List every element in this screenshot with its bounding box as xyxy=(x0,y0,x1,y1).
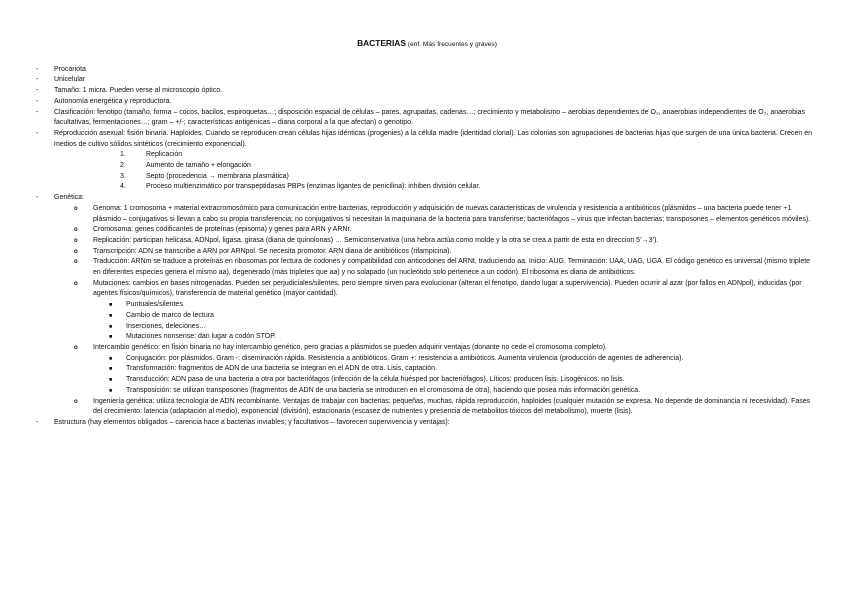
genetica-item-genoma: o Genoma: 1 cromosoma + material extracromosómico para comunicación entre bacterias, reproducción y adquisición de nuevas características de virulencia y resistencia a antibióticos (plásmidos – una bacteria puede tener +1 plásmido – conjugativos si llevan a cabo su propia transferencia; no conjugativos si necesitan la maquinaria de la bacteria para transferirse; bacteriófagos – virus que infectan bacterias; transposones – elementos genéticos móviles). xyxy=(74,204,811,223)
intercambio-tipo-item: ■ Transposición: se utilizan transposones (fragmentos de ADN de una bacteria se introducen en el cromosoma de otra), haciendo que posea más información genética. xyxy=(109,386,641,394)
step-item: 2. Aumento de tamaño + elongación xyxy=(120,162,251,170)
list-item-genetica: - Genética: xyxy=(36,194,84,202)
genetica-list-end xyxy=(36,397,818,418)
step-item: 1. Replicación xyxy=(120,151,183,159)
genetica-item-cromosoma: o Cromosoma: genes codificantes de proteínas (episoma) y genes para ARN y ARNr. xyxy=(74,226,352,234)
intercambio-tipo-item: ■ Transducción: ADN pasa de una bacteria a otra por bacteriófagos (infección de la célula huésped por bacteriófagos). Líticos: producen lisis. Lisogénicos: no lisis. xyxy=(109,376,625,384)
list-item-tamano: - Tamaño: 1 micra. Pueden verse al microscopio óptico. xyxy=(36,87,223,95)
title-subtitle: (enf. Más frecuentes y graves) xyxy=(407,41,497,48)
list-item-unicelular: - Unicelular xyxy=(36,76,86,84)
genetica-section xyxy=(36,193,818,204)
reproduccion-steps xyxy=(36,150,818,193)
mutacion-tipo-item: ■ Puntuales/silentes xyxy=(109,301,183,309)
estructura-section xyxy=(36,418,818,429)
mutacion-tipo-item: ■ Mutaciones nonsense: dan lugar a codón STOP. xyxy=(109,333,276,341)
list-item-procariota: - Procariota xyxy=(36,65,86,73)
title-main: BACTERIAS xyxy=(357,38,406,48)
document-title xyxy=(36,38,818,51)
genetica-item-ingenieria: o Ingeniería genética: utiliza tecnología de ADN recombinante. Ventajas de trabajar con bacterias: pequeñas, muchas, rápida reproducción, haploides (cualquier mutación se expresa. No depende de dominancia ni recesividad). Fases del crecimiento: latencia (adaptación al medio), exponencial (división), estacionaria (escasez de nutrientes y presencia de metabolitos tóxicos del metabolismo), muerte (lisis). xyxy=(74,397,811,416)
step-item: 4. Proceso multienzimático por transpeptidasas PBPs (enzimas ligantes de penicilina): inhiben división celular. xyxy=(120,183,481,191)
genetica-list-continued xyxy=(36,343,818,354)
list-item-estructura: - Estructura (hay elementos obligados – carencia hace a bacterias inviables; y facultativos – favorecen supervivencia y ventajas): xyxy=(36,418,450,426)
genetica-item-intercambio: o Intercambio genético: en fisión binaria no hay intercambio genético, pero gracias a plásmidos se pueden adquirir ventajas (donante no cede el cromosoma completo). xyxy=(74,343,608,351)
step-item: 3. Septo (procedencia → membrana plasmática) xyxy=(120,172,289,180)
mutacion-tipo-item: ■ Inserciones, deleciones… xyxy=(109,322,207,330)
list-item-autonomia: - Autonomía energética y reproductora. xyxy=(36,97,172,105)
genetica-item-transcripcion: o Transcripción: ADN se transcribe a ARN por ARNpol. Se necesita promotor. ARN diana de antibióticos (rifampicina). xyxy=(74,247,452,255)
list-item-clasificacion: - Clasificación: fenotipo (tamaño, forma – cocos, bacilos, espiroquetas…; disposición espacial de células – pares, agrupadas, cadenas…; crecimiento y metabolismo – aerobias dependientes de O₂, anaerobias independientes de O₂, anaerobias facultativas, fermentaciones…; gram – +/-; características antigénicas – diana corporal a la que afectan) o genotipo. xyxy=(36,108,805,127)
genetica-item-replicacion: o Replicación: participan helicasa, ADNpol, ligasa, girasa (diana de quinolonas) … Semiconservativa (una hebra actúa como molde y la otra se crea a partir de esta en direccion 5’→3’). xyxy=(74,236,659,244)
mutaciones-list xyxy=(36,300,818,343)
list-item-reproduccion: - Reproducción asexual: fisión binaria. Haploides. Cuando se reproducen crean células hijas idénticas (progenies) a la célula madre (identidad clonal). Las colonias son agrupaciones de bacterias hijas que surgen de una única bacteria. Crecen en medios de cultivo sólidos sintéticos (crecimiento exponencial). xyxy=(36,129,813,148)
intercambio-list xyxy=(36,354,818,397)
intercambio-tipo-item: ■ Transformación: fragmentos de ADN de una bacteria se integran en el ADN de otra. Lisis, captación. xyxy=(109,365,438,373)
genetica-item-mutaciones: o Mutaciones: cambios en bases nitrogenadas. Pueden ser perjudiciales/silentes, pero siempre sirven para evolucionar (alteran el fenotipo, dando lugar a supervivencia). Pueden ocurrir al azar (por fallos en ADNpol), inducidas (por agentes físicos/químicos), transferencia de material genético (mayor cantidad). xyxy=(74,279,802,298)
genetica-list xyxy=(36,204,818,300)
intercambio-tipo-item: ■ Conjugación: por plásmidos. Gram -: diseminación rápida. Resistencia a antibióticos. Gram +: resistencia a antibióticos. Aumenta virulencia (producción de agentes de adherencia). xyxy=(109,354,684,362)
main-list xyxy=(36,65,818,151)
genetica-item-traduccion: o Traducción: ARNm se traduce a proteínas en ribosomas por lectura de codones y compatibilidad con anticodones del ARNt, traduciendo aa. Inicio: AUG. Terminación: UAA, UAG, UGA. El código genético es universal (mismo triplete en diferentes especies genera el mismo aa), degenerado (más tripletes que aa) y no solapado (un nucleótido solo pertenece a un codón). El ribosoma es diana de antibióticos. xyxy=(74,258,811,277)
mutacion-tipo-item: ■ Cambio de marco de lectura xyxy=(109,311,214,319)
